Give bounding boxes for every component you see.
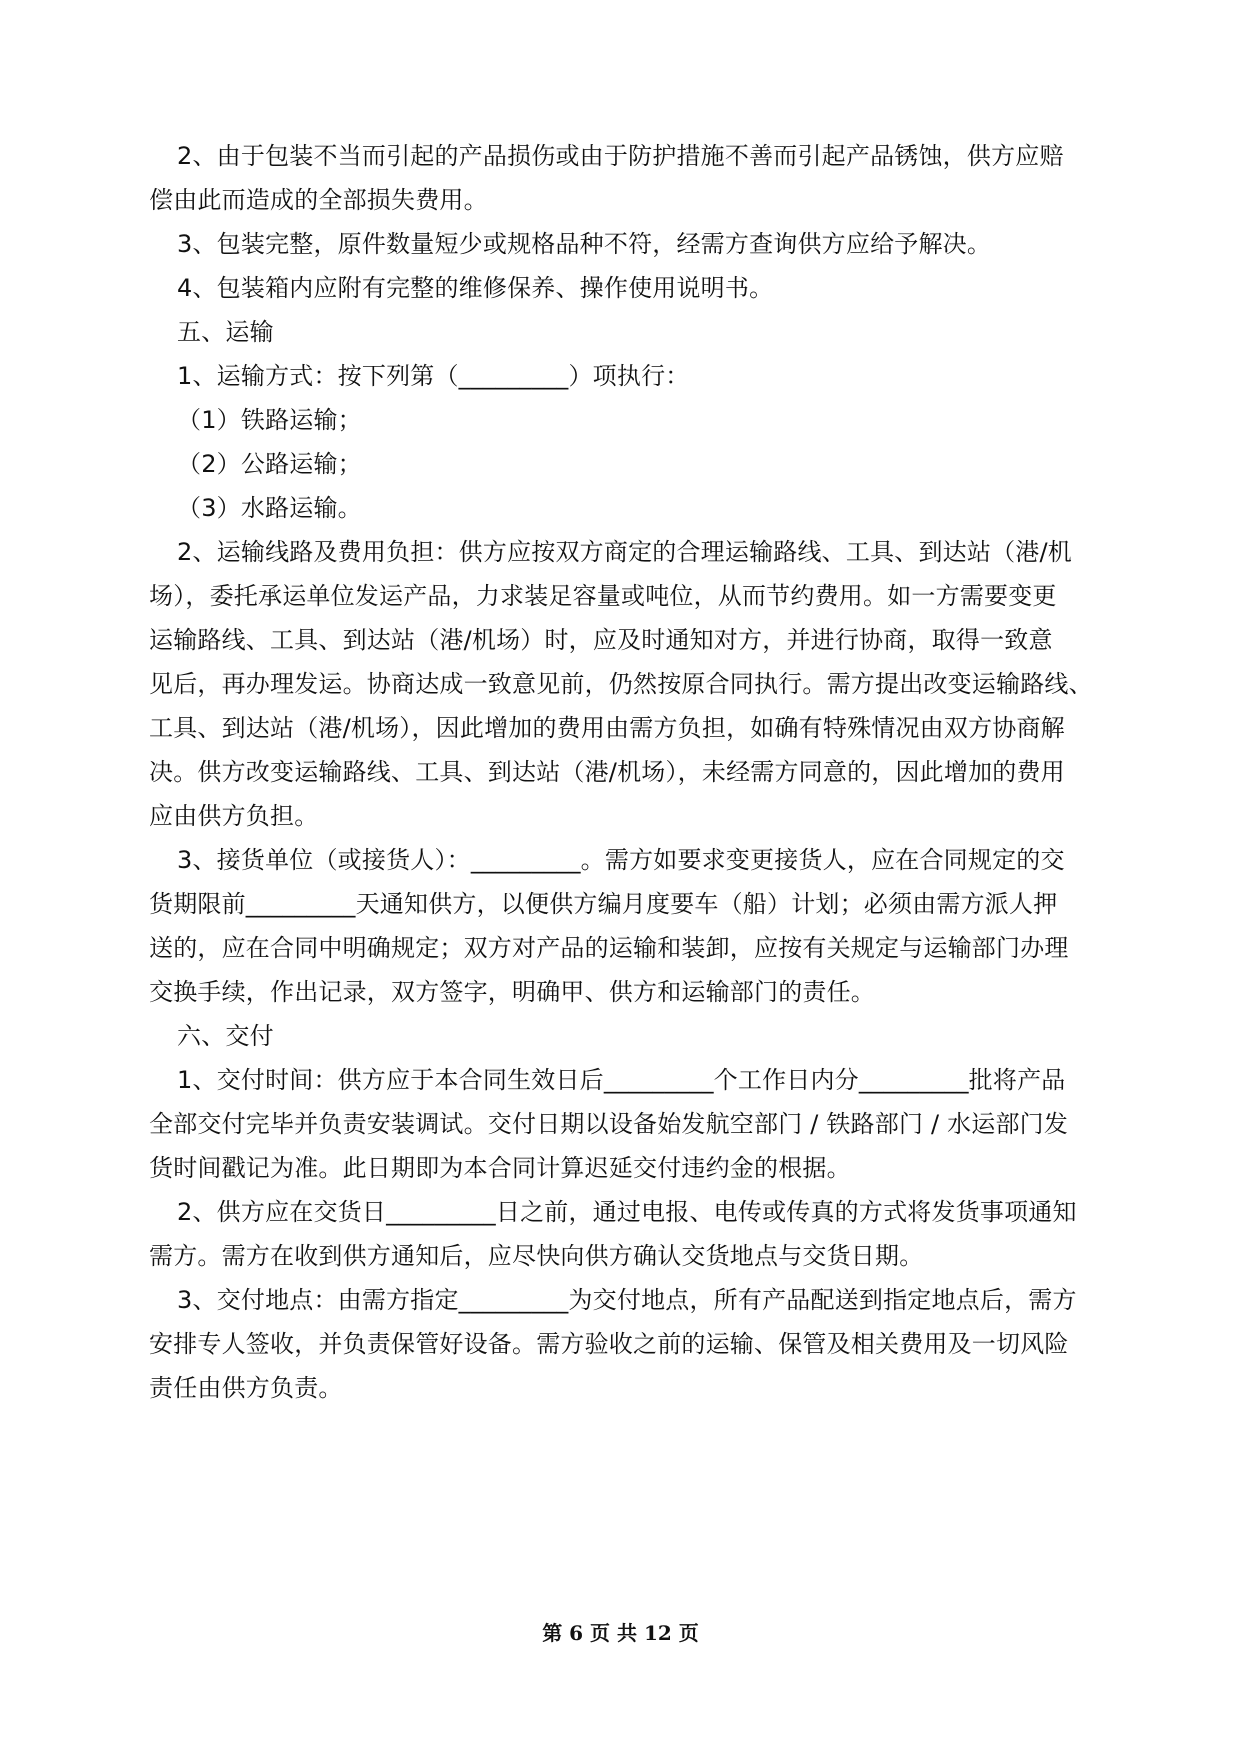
body-line: 货时间戳记为准。此日期即为本合同计算迟延交付违约金的根据。 <box>149 1154 851 1182</box>
body-line: 3、接货单位（或接货人）：_________。需方如要求变更接货人，应在合同规定的交 <box>177 846 1065 874</box>
body-line: 3、包装完整，原件数量短少或规格品种不符，经需方查询供方应给予解决。 <box>177 230 992 258</box>
body-line: 3、交付地点：由需方指定_________为交付地点，所有产品配送到指定地点后，需方 <box>177 1286 1077 1314</box>
body-line: 运输路线、工具、到达站（港/机场）时，应及时通知对方，并进行协商，取得一致意 <box>149 626 1053 654</box>
body-line: 交换手续，作出记录，双方签字，明确甲、供方和运输部门的责任。 <box>149 978 875 1006</box>
section-heading: 五、运输 <box>177 318 274 346</box>
body-line: 2、由于包装不当而引起的产品损伤或由于防护措施不善而引起产品锈蚀，供方应赔 <box>177 142 1064 170</box>
body-line: 1、交付时间：供方应于本合同生效日后_________个工作日内分_________批将产品 <box>177 1066 1066 1094</box>
list-item: （3）水路运输。 <box>177 494 362 522</box>
body-line: 4、包装箱内应附有完整的维修保养、操作使用说明书。 <box>177 274 774 302</box>
body-line: 送的，应在合同中明确规定；双方对产品的运输和装卸，应按有关规定与运输部门办理 <box>149 934 1069 962</box>
list-item: （2）公路运输； <box>177 450 362 478</box>
body-line: 场），委托承运单位发运产品，力求装足容量或吨位，从而节约费用。如一方需要变更 <box>149 582 1057 610</box>
body-line: 责任由供方负责。 <box>149 1374 343 1402</box>
body-line: 全部交付完毕并负责安装调试。交付日期以设备始发航空部门 / 铁路部门 / 水运部门发 <box>149 1110 1069 1138</box>
body-line: 见后，再办理发运。协商达成一致意见前，仍然按原合同执行。需方提出改变运输路线、 <box>149 670 1093 698</box>
body-line: 工具、到达站（港/机场），因此增加的费用由需方负担，如确有特殊情况由双方协商解 <box>149 714 1065 742</box>
section-heading: 六、交付 <box>177 1022 274 1050</box>
body-line: 应由供方负担。 <box>149 802 319 830</box>
page-number: 第 6 页 共 12 页 <box>542 1621 699 1645</box>
body-line: 1、运输方式：按下列第（_________）项执行： <box>177 362 690 390</box>
body-line: 安排专人签收，并负责保管好设备。需方验收之前的运输、保管及相关费用及一切风险 <box>149 1330 1069 1358</box>
body-line: 2、运输线路及费用负担：供方应按双方商定的合理运输路线、工具、到达站（港/机 <box>177 538 1072 566</box>
body-line: 决。供方改变运输路线、工具、到达站（港/机场），未经需方同意的，因此增加的费用 <box>149 758 1065 786</box>
body-line: 2、供方应在交货日_________日之前，通过电报、电传或传真的方式将发货事项通知 <box>177 1198 1077 1226</box>
list-item: （1）铁路运输； <box>177 406 362 434</box>
body-line: 货期限前_________天通知供方，以便供方编月度要车（船）计划；必须由需方派人押 <box>149 890 1058 918</box>
body-line: 偿由此而造成的全部损失费用。 <box>149 186 488 214</box>
body-line: 需方。需方在收到供方通知后，应尽快向供方确认交货地点与交货日期。 <box>149 1242 924 1270</box>
